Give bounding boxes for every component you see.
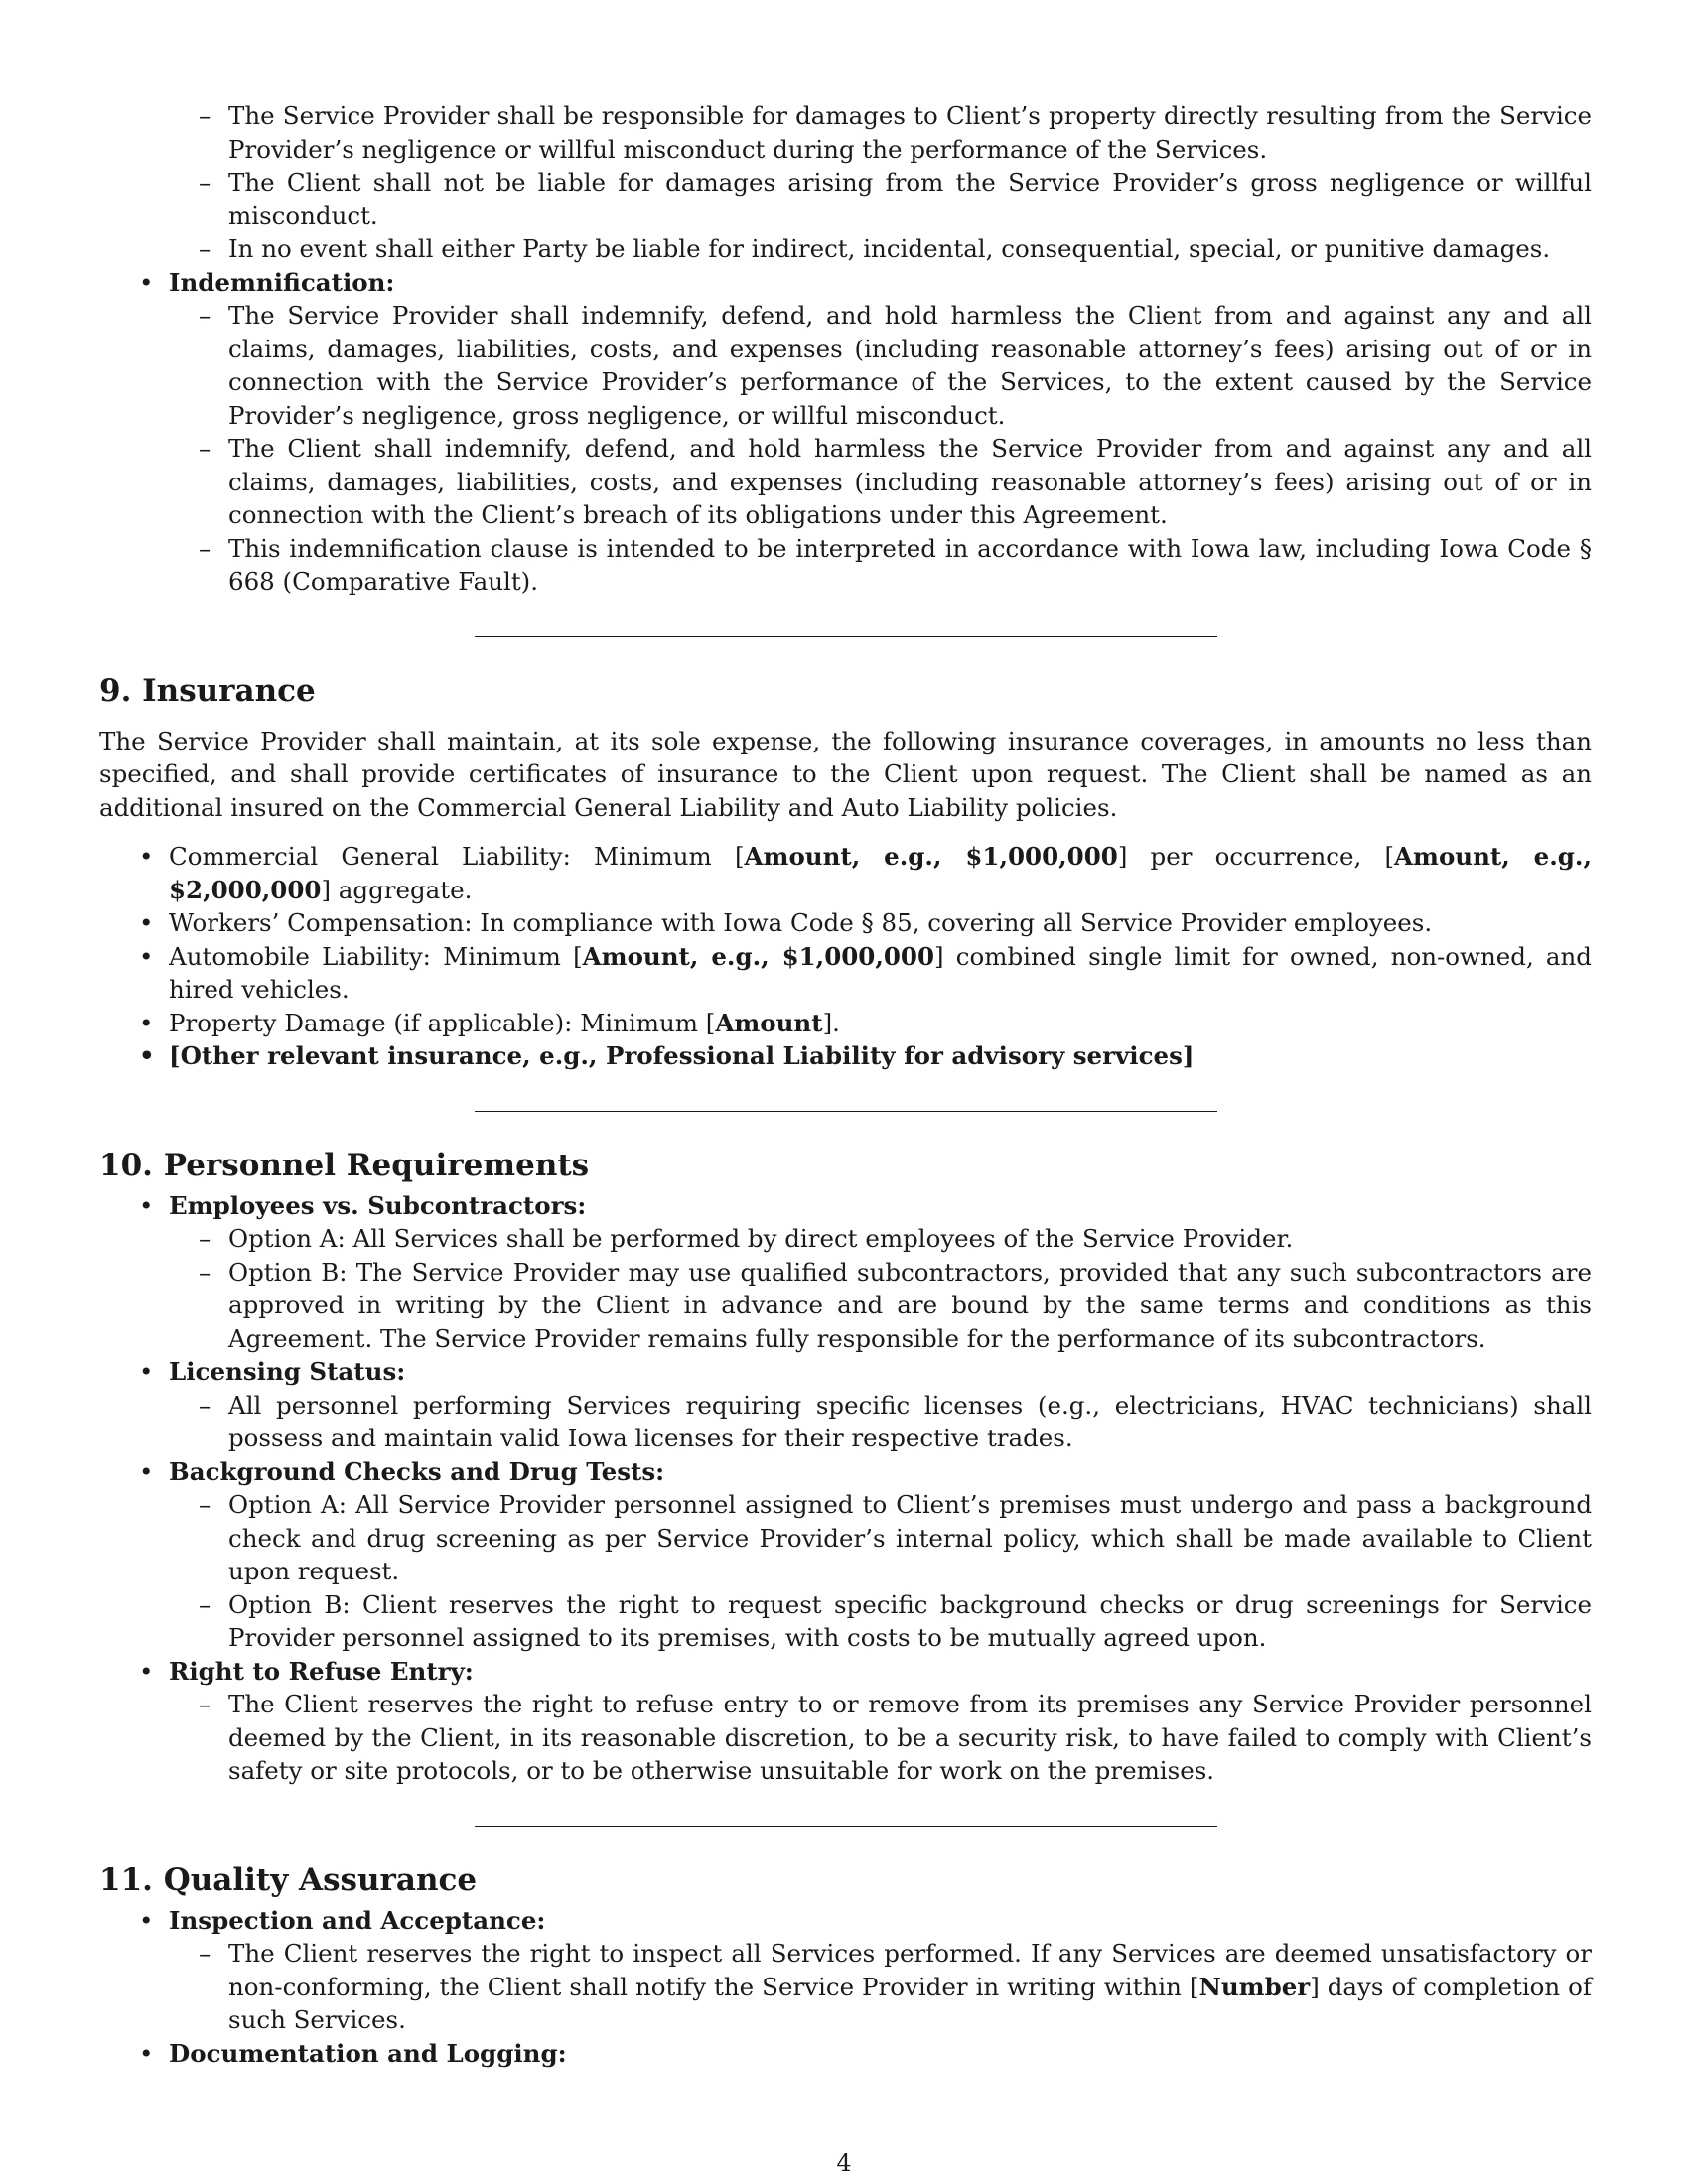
licensing-item — [169, 1355, 1592, 1455]
section-divider — [475, 636, 1217, 637]
employees-item — [169, 1189, 1592, 1356]
insurance-item-property: • Property Damage (if applicable): Minimum [Amount]. — [169, 1007, 1592, 1040]
inspection-subitems — [169, 1937, 1592, 2037]
indemnification-list — [99, 266, 1592, 599]
quality-list — [99, 1904, 1592, 2071]
insurance-paragraph: The Service Provider shall maintain, at its sole expense, the following insurance coverages, in amounts no less than specified, and shall provide certificates of insurance to the Client upon request. The Client shall be named as an additional insured on the Commercial General Liability and Auto Liability policies. — [99, 726, 1592, 822]
inspection-label: Inspection and Acceptance: — [169, 1905, 546, 1935]
insurance-item-auto: • Automobile Liability: Minimum [Amount, e.g., $1,000,000] combined single limit for owned, non-owned, and hired vehicles. — [169, 940, 1592, 1007]
section-heading-quality: 11. Quality Assurance — [99, 1861, 478, 1898]
indemnification-subitems — [169, 299, 1592, 599]
liability-items — [99, 99, 1592, 266]
liability-item: – The Client shall not be liable for damages arising from the Service Provider’s gross negligence or willful misconduct. — [228, 166, 1592, 232]
indemnification-subitem: – The Service Provider shall indemnify, defend, and hold harmless the Client from and against any and all claims, damages, liabilities, costs, and expenses (including reasonable attorney’s fees) arising out of or in connection with the Service Provider’s performance of the Services, to the extent caused by the Service Provider’s negligence, gross negligence, or willful misconduct. — [228, 299, 1592, 432]
inspection-subitem: – The Client reserves the right to inspect all Services performed. If any Services are deemed unsatisfactory or non-conforming, the Client shall notify the Service Provider in writing within [Number] days of completion of such Services. — [228, 1937, 1592, 2037]
background-label: Background Checks and Drug Tests: — [169, 1456, 665, 1486]
refuse-subitems — [169, 1688, 1592, 1788]
insurance-list — [99, 840, 1592, 1073]
liability-item: – In no event shall either Party be liable for indirect, incidental, consequential, special, or punitive damages. — [228, 232, 1592, 266]
employees-subitem: – Option B: The Service Provider may use qualified subcontractors, provided that any such subcontractors are approved in writing by the Client in advance and are bound by the same terms and conditions as this Agreement. The Service Provider remains fully responsible for the performance of its subcontractors. — [228, 1256, 1592, 1356]
licensing-subitem: – All personnel performing Services requiring specific licenses (e.g., electricians, HVAC technicians) shall possess and maintain valid Iowa licenses for their respective trades. — [228, 1389, 1592, 1455]
indemnification-subitem: – This indemnification clause is intended to be interpreted in accordance with Iowa law, including Iowa Code § 668 (Comparative Fault). — [228, 532, 1592, 599]
licensing-label: Licensing Status: — [169, 1357, 406, 1386]
inspection-item — [169, 1904, 1592, 2037]
insurance-item-other: • [Other relevant insurance, e.g., Professional Liability for advisory services] — [169, 1039, 1592, 1073]
background-item — [169, 1455, 1592, 1655]
background-subitems — [169, 1488, 1592, 1655]
employees-label: Employees vs. Subcontractors: — [169, 1190, 587, 1220]
refuse-subitem: – The Client reserves the right to refuse entry to or remove from its premises any Service Provider personnel deemed by the Client, in its reasonable discretion, to be a security risk, to have failed to comply with Client’s safety or site protocols, or to be otherwise unsuitable for work on the premises. — [228, 1688, 1592, 1788]
page-number: 4 — [836, 2149, 852, 2177]
background-subitem: – Option A: All Service Provider personnel assigned to Client’s premises must undergo and pass a background check and drug screening as per Service Provider’s internal policy, which shall be made available to Client upon request. — [228, 1488, 1592, 1588]
documentation-item — [169, 2037, 1592, 2071]
indemnification-subitem: – The Client shall indemnify, defend, and hold harmless the Service Provider from and against any and all claims, damages, liabilities, costs, and expenses (including reasonable attorney’s fees) arising out of or in connection with the Client’s breach of its obligations under this Agreement. — [228, 432, 1592, 532]
indemnification-label: Indemnification: — [169, 267, 395, 297]
insurance-item-cgl: • Commercial General Liability: Minimum [Amount, e.g., $1,000,000] per occurrence, [Amount, e.g., $2,000,000] aggregate. — [169, 840, 1592, 906]
documentation-label: Documentation and Logging: — [169, 2038, 567, 2068]
employees-subitems — [169, 1222, 1592, 1355]
employees-subitem: – Option A: All Services shall be performed by direct employees of the Service Provider. — [228, 1222, 1592, 1256]
indemnification-item — [169, 266, 1592, 599]
personnel-list — [99, 1189, 1592, 1788]
section-divider — [475, 1111, 1217, 1112]
licensing-subitems — [169, 1389, 1592, 1455]
section-heading-personnel: 10. Personnel Requirements — [99, 1147, 590, 1183]
document-page — [99, 99, 1592, 2070]
liability-item: – The Service Provider shall be responsible for damages to Client’s property directly resulting from the Service Provider’s negligence or willful misconduct during the performance of the Services. — [228, 99, 1592, 166]
insurance-item-workers: • Workers’ Compensation: In compliance with Iowa Code § 85, covering all Service Provider employees. — [169, 906, 1592, 940]
refuse-item — [169, 1655, 1592, 1788]
section-heading-insurance: 9. Insurance — [99, 672, 316, 709]
background-subitem: – Option B: Client reserves the right to request specific background checks or drug screenings for Service Provider personnel assigned to its premises, with costs to be mutually agreed upon. — [228, 1588, 1592, 1655]
section-divider — [475, 1826, 1217, 1827]
refuse-label: Right to Refuse Entry: — [169, 1656, 474, 1686]
